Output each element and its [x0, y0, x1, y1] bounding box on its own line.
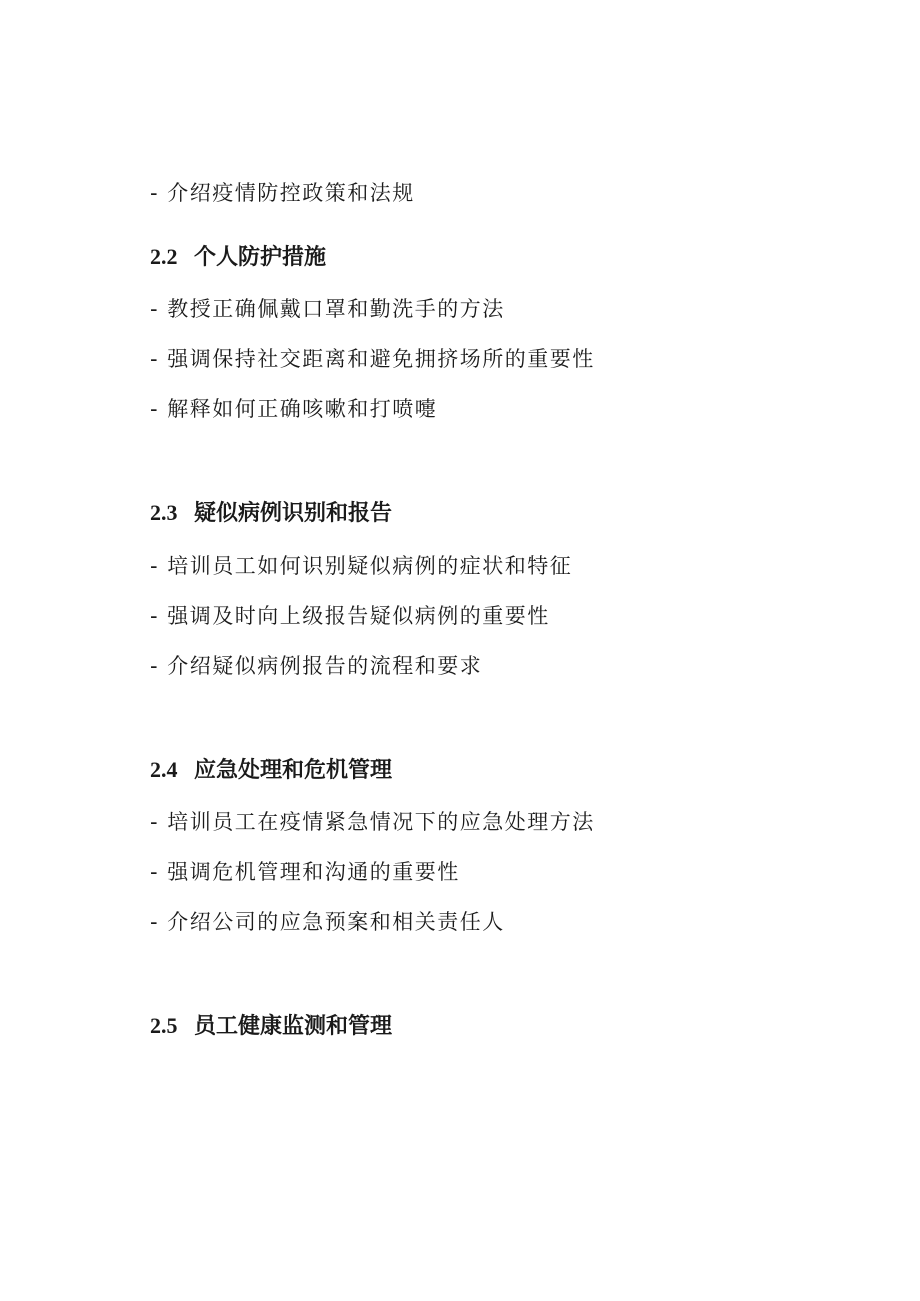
bullet-item: - 教授正确佩戴口罩和勤洗手的方法 [150, 297, 505, 321]
section-number: 2.3 [150, 500, 178, 525]
bullet-item: - 解释如何正确咳嗽和打喷嚏 [150, 397, 438, 421]
section-heading [150, 497, 392, 530]
bullet-item: - 介绍公司的应急预案和相关责任人 [150, 910, 505, 934]
bullet-item: - 强调及时向上级报告疑似病例的重要性 [150, 604, 550, 628]
section-heading [150, 241, 326, 274]
section-heading [150, 1010, 392, 1043]
bullet-item: - 培训员工如何识别疑似病例的症状和特征 [150, 554, 573, 578]
bullet-item: - 介绍疑似病例报告的流程和要求 [150, 654, 483, 678]
section-title: 疑似病例识别和报告 [194, 501, 393, 526]
section-title: 员工健康监测和管理 [194, 1014, 393, 1039]
bullet-item: - 介绍疫情防控政策和法规 [150, 181, 415, 205]
bullet-item: - 培训员工在疫情紧急情况下的应急处理方法 [150, 810, 595, 834]
section-title: 个人防护措施 [194, 245, 327, 270]
section-number: 2.4 [150, 757, 178, 782]
section-number: 2.5 [150, 1013, 178, 1038]
bullet-item: - 强调危机管理和沟通的重要性 [150, 860, 460, 884]
section-title: 应急处理和危机管理 [194, 758, 393, 783]
bullet-item: - 强调保持社交距离和避免拥挤场所的重要性 [150, 347, 595, 371]
section-heading [150, 754, 392, 787]
section-number: 2.2 [150, 244, 178, 269]
